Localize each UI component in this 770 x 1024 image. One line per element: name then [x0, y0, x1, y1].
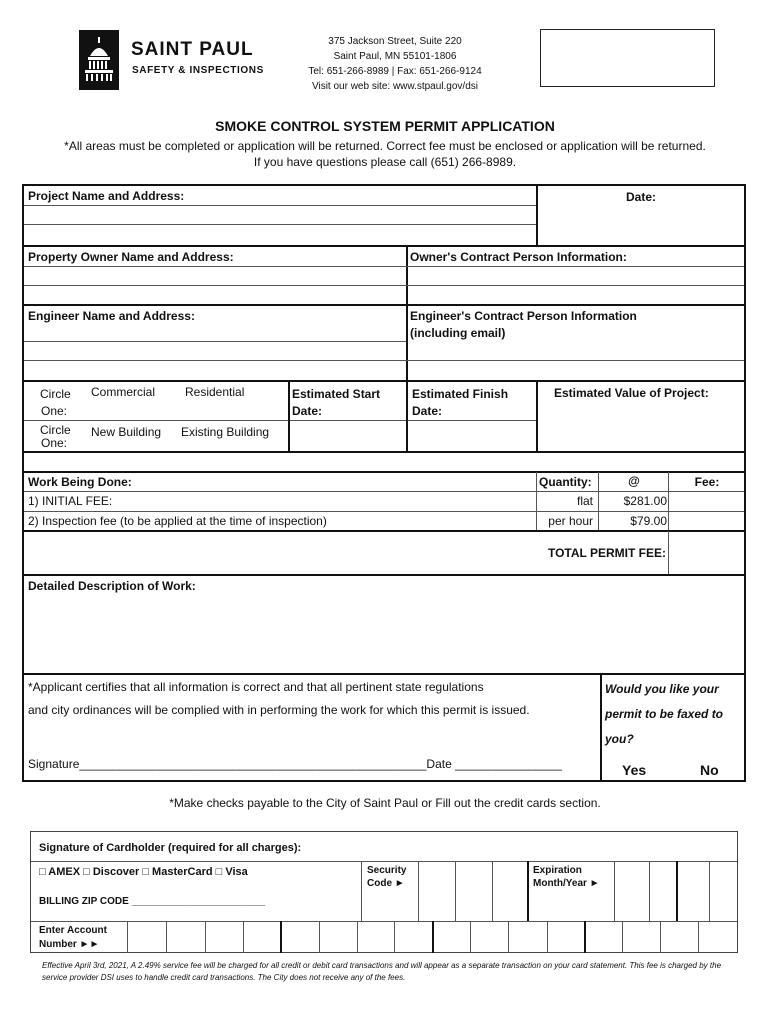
fax-question-3: you?: [605, 732, 634, 746]
owner-field[interactable]: [24, 267, 405, 303]
brand-name: SAINT PAUL: [131, 39, 254, 60]
fee-row-2-rate: $79.00: [630, 514, 667, 528]
circle-label-1b: One:: [41, 404, 68, 418]
quantity-label: Quantity:: [539, 475, 592, 489]
account-number-label-1: Enter Account: [39, 925, 107, 936]
circle-label-1a: Circle: [40, 387, 71, 401]
billing-zip-field[interactable]: BILLING ZIP CODE ________________________: [39, 896, 266, 907]
est-start-label-1: Estimated Start: [292, 387, 381, 401]
description-field[interactable]: [24, 596, 744, 672]
fee-row-2-desc: 2) Inspection fee (to be applied at the time of inspection): [28, 514, 327, 528]
new-building-option[interactable]: New Building: [91, 425, 162, 439]
fee-row-2-qty: per hour: [548, 514, 593, 528]
fee-row-1-fee-field[interactable]: [670, 492, 744, 510]
owner-contact-label: Owner's Contract Person Information:: [410, 250, 627, 264]
est-value-label: Estimated Value of Project:: [554, 386, 709, 400]
expiration-label-1: Expiration: [533, 865, 582, 876]
total-label: TOTAL PERMIT FEE:: [547, 546, 666, 560]
est-finish-label-2: Date:: [412, 404, 443, 418]
website: Visit our web site: www.stpaul.gov/dsi: [311, 81, 478, 92]
capitol-dome-icon: [79, 30, 119, 90]
engineer-contact-label-line1: Engineer's Contract Person Information: [410, 309, 637, 323]
permit-form: [22, 184, 746, 782]
card-type-options[interactable]: □ AMEX □ Discover □ MasterCard □ Visa: [39, 866, 248, 878]
security-code-label-2: Code ►: [367, 878, 405, 889]
owner-label: Property Owner Name and Address:: [28, 250, 234, 264]
brand-subtitle: SAFETY & INSPECTIONS: [132, 65, 264, 76]
form-title: SMOKE CONTROL SYSTEM PERMIT APPLICATION: [215, 118, 555, 134]
saint-paul-logo: [79, 30, 119, 90]
phone-fax: Tel: 651-266-8989 | Fax: 651-266-9124: [308, 66, 482, 77]
est-value-field[interactable]: [539, 404, 744, 450]
certification-line2: and city ordinances will be complied with in performing the work for which this permit is issued.: [28, 703, 530, 717]
address-line: 375 Jackson Street, Suite 220: [328, 36, 462, 47]
est-finish-field[interactable]: [409, 422, 535, 450]
date-label: Date:: [626, 190, 657, 204]
fee-row-1-rate: $281.00: [623, 494, 667, 508]
fee-row-1-desc: 1) INITIAL FEE:: [28, 494, 113, 508]
certification-line1: *Applicant certifies that all information is correct and that all pertinent state regulations: [28, 680, 484, 694]
residential-option[interactable]: Residential: [185, 385, 245, 399]
engineer-contact-label-line2: (including email): [410, 326, 506, 340]
signature-date-line[interactable]: Signature____________________________________________________Date ________________: [28, 757, 562, 771]
est-start-field[interactable]: [291, 422, 405, 450]
cardholder-signature-label[interactable]: Signature of Cardholder (required for all charges):: [39, 842, 302, 854]
department-address: [300, 34, 490, 94]
fee-footnote: Effective April 3rd, 2021, A 2.49% service fee will be charged for all credit or debit card transactions and will appear as a separate transaction on your card statement. This fee is charged by the service provider DSI uses to handle credit card transactions. The City does not receive any of the fees.: [42, 961, 722, 982]
est-start-label-2: Date:: [292, 404, 323, 418]
engineer-field[interactable]: [24, 342, 405, 379]
instructions-line2: If you have questions please call (651) 266-8989.: [253, 155, 517, 169]
fee-label: Fee:: [694, 475, 720, 489]
engineer-label: Engineer Name and Address:: [28, 309, 195, 323]
instructions-line1: *All areas must be completed or application will be returned. Correct fee must be enclosed or application will be returned.: [64, 139, 706, 153]
existing-building-option[interactable]: Existing Building: [181, 425, 270, 439]
circle-label-2b: One:: [41, 436, 68, 450]
description-label: Detailed Description of Work:: [28, 579, 196, 593]
fax-question-2: permit to be faxed to: [605, 707, 724, 721]
commercial-option[interactable]: Commercial: [91, 385, 156, 399]
work-label: Work Being Done:: [28, 475, 132, 489]
expiration-label-2: Month/Year ►: [533, 878, 600, 889]
account-number-boxes[interactable]: [128, 922, 737, 952]
checks-note: *Make checks payable to the City of Saint Paul or Fill out the credit cards section.: [169, 796, 601, 810]
credit-card-section: [30, 831, 738, 953]
circle-label-2a: Circle: [40, 423, 71, 437]
project-name-label: Project Name and Address:: [28, 189, 185, 203]
fax-question-1: Would you like your: [605, 682, 719, 696]
at-label: @: [628, 474, 640, 488]
address-city: Saint Paul, MN 55101-1806: [333, 51, 457, 62]
date-field[interactable]: [539, 206, 744, 244]
instructions: [0, 138, 770, 170]
project-address-field[interactable]: [24, 206, 534, 244]
office-use-box: [540, 29, 715, 87]
total-fee-field[interactable]: [670, 532, 744, 574]
engineer-contact-field[interactable]: [409, 342, 744, 379]
account-number-label-2: Number ►►: [39, 939, 100, 950]
est-finish-label-1: Estimated Finish: [412, 387, 509, 401]
owner-contact-field[interactable]: [409, 267, 744, 303]
fee-row-1-qty: flat: [576, 494, 593, 508]
security-code-boxes[interactable]: [419, 862, 526, 920]
fee-row-2-fee-field[interactable]: [670, 512, 744, 530]
expiration-boxes[interactable]: [615, 862, 737, 920]
fax-yes-option[interactable]: Yes: [622, 762, 647, 778]
fax-no-option[interactable]: No: [700, 762, 719, 778]
security-code-label-1: Security: [367, 865, 407, 876]
